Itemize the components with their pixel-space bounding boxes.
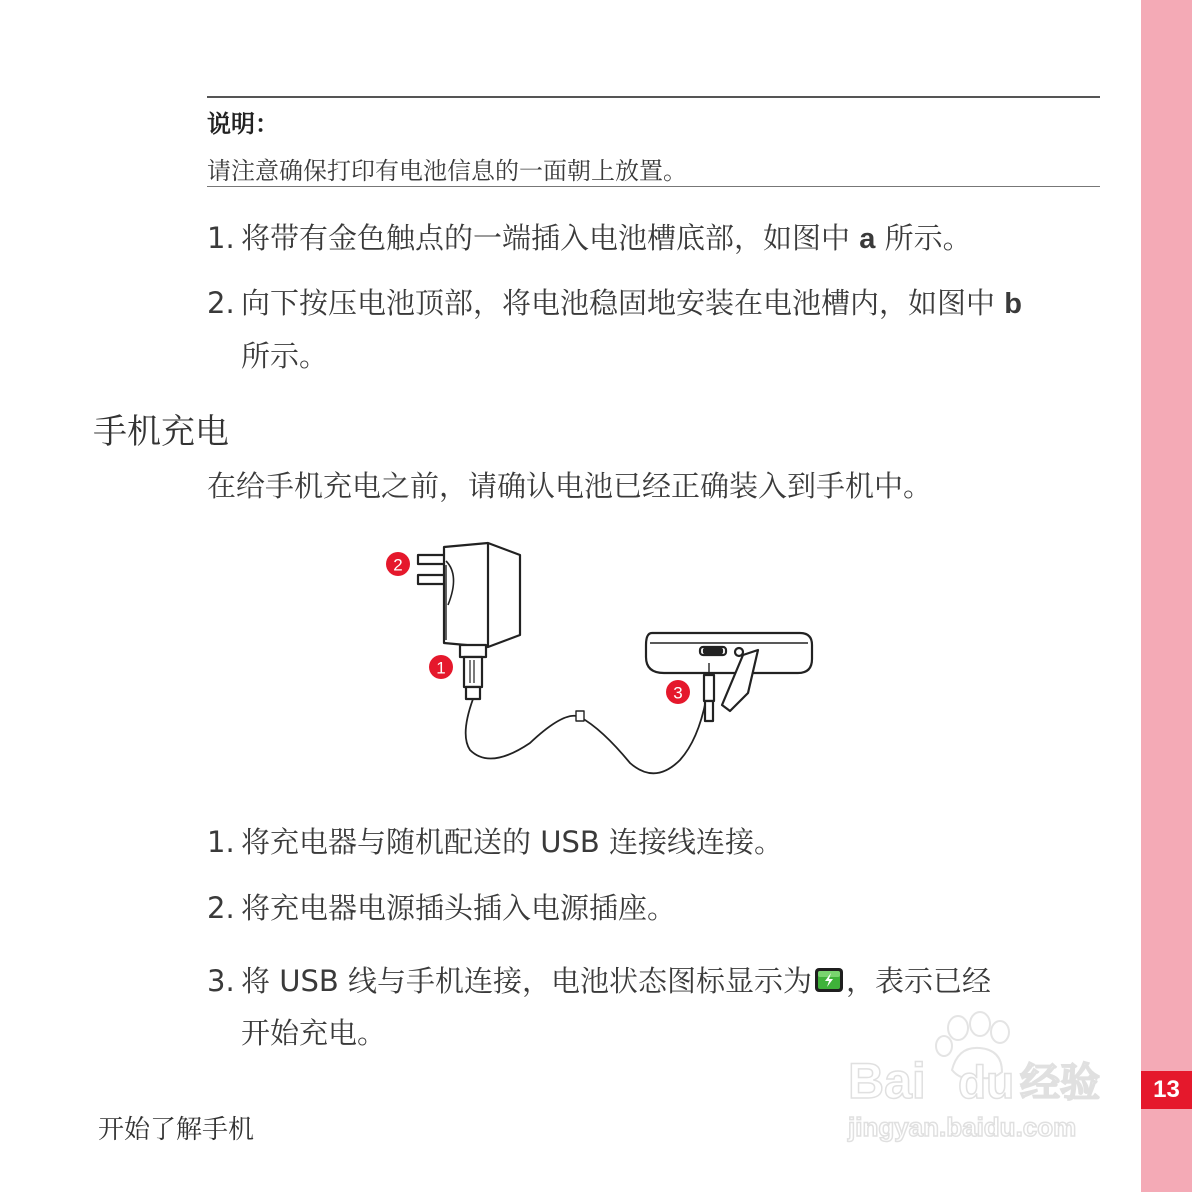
watermark-brand: Bai (848, 1053, 926, 1109)
step-number: 1. (207, 825, 235, 859)
callout-2 (386, 552, 410, 576)
charger-illustration (418, 543, 812, 773)
note-text: 请注意确保打印有电池信息的一面朝上放置。 (207, 157, 687, 185)
watermark-url: jingyan.baidu.com (848, 1112, 1077, 1142)
note-rule-top (207, 96, 1100, 98)
step-text: 将充电器电源插头插入电源插座。 (241, 891, 677, 925)
battery-step-2 (207, 277, 1107, 382)
step-number: 3. (207, 964, 235, 998)
step-text-end: ，表示已经 (845, 964, 991, 998)
charge-step-2 (207, 882, 1107, 934)
watermark-brand-jingyan: 经验 (1020, 1061, 1100, 1105)
section-heading: 手机充电 (93, 412, 229, 452)
section-intro: 在给手机充电之前，请确认电池已经正确装入到手机中。 (207, 469, 933, 503)
callout-3-label: 3 (673, 683, 683, 703)
note-title: 说明： (207, 110, 279, 138)
note-rule-bottom (207, 186, 1100, 187)
footer-chapter-title: 开始了解手机 (98, 1115, 255, 1145)
step-text-end: 所示。 (875, 221, 972, 255)
callout-2-label: 2 (393, 555, 403, 575)
step-text: 将 USB 线与手机连接，电池状态图标显示为 (241, 964, 812, 998)
battery-charging-icon (814, 966, 844, 994)
step-text-continued: 所示。 (241, 339, 329, 373)
charge-step-1 (207, 816, 1107, 868)
callout-3 (666, 680, 690, 704)
watermark-brand-du: du (958, 1056, 1015, 1108)
step-text: 将带有金色触点的一端插入电池槽底部，如图中 (241, 221, 860, 255)
step-text: 将充电器与随机配送的 USB 连接线连接。 (241, 825, 783, 859)
step-number: 2. (207, 286, 235, 320)
step-bold-label: b (1004, 288, 1022, 320)
side-band (1141, 0, 1192, 1192)
page-number: 13 (1141, 1071, 1192, 1109)
step-bold-label: a (859, 223, 876, 255)
callout-1-label: 1 (436, 658, 446, 678)
step-text-continued: 开始充电。 (241, 1016, 387, 1050)
battery-step-1 (207, 212, 1107, 265)
callout-1 (429, 655, 453, 679)
step-text: 向下按压电池顶部，将电池稳固地安装在电池槽内，如图中 (241, 286, 1005, 320)
step-number: 1. (207, 221, 235, 255)
step-number: 2. (207, 891, 235, 925)
baidu-jingyan-watermark (840, 1010, 1130, 1150)
charger-diagram (380, 535, 820, 785)
